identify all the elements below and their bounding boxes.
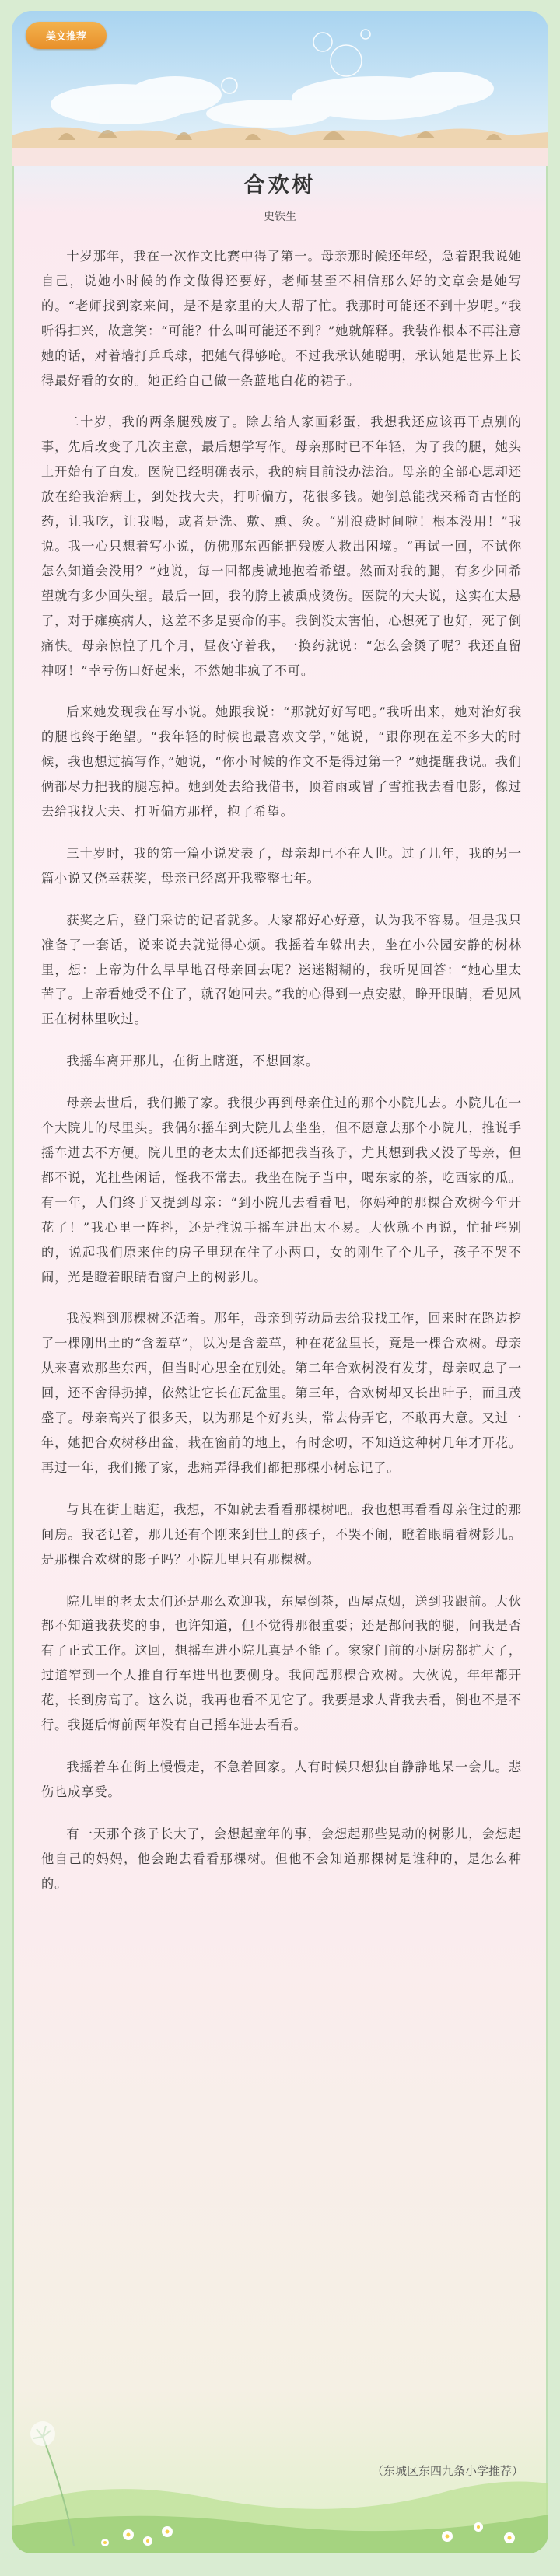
paragraph: 十岁那年，我在一次作文比赛中得了第一。母亲那时候还年轻，急着跟我说她自己，说她小时候的作文做得还要好，老师甚至不相信那么好的文章会是她写的。“老师找到家来问，是不是家里的大人帮了忙。我那时可能还不到十岁呢。”我听得扫兴，故意笑：“可能？什么叫可能还不到？”她就解释。我装作根本不再注意她的话，对着墙打乒乓球，把她气得够呛。不过我承认她聪明，承认她是世界上长得最好看的女的。她正给自己做一条蓝地白花的裙子。: [41, 249, 522, 388]
article-title: 合欢树: [243, 173, 317, 197]
paragraph: 获奖之后，登门采访的记者就多。大家都好心好意，认为我不容易。但是我只准备了一套话，说来说去就觉得心烦。我摇着车躲出去，坐在小公园安静的树林里，想：上帝为什么早早地召母亲回去呢？迷迷糊糊的，我听见回答：“她心里太苦了。上帝看她受不住了，就召她回去。”我的心得到一点安慰，睁开眼睛，看见风正在树林里吹过。: [41, 912, 522, 1027]
paragraph: 院儿里的老太太们还是那么欢迎我，东屋倒茶，西屋点烟，送到我跟前。大伙都不知道我获奖的事，也许知道，但不觉得那很重要；还是都问我的腿，问我是否有了正式工作。这回，想摇车进小院儿真是不能了。家家门前的小厨房都扩大了，过道窄到一个人推自行车进出也要侧身。我问起那棵合欢树。大伙说，年年都开花，长到房高了。这么说，我再也看不见它了。我要是求人背我去看，倒也不是不行。我挺后悔前两年没有自己摇车进去看看。: [41, 1593, 522, 1733]
paragraph: 后来她发现我在写小说。她跟我说：“那就好好写吧。”我听出来，她对治好我的腿也终于绝望。“我年轻的时候也最喜欢文学，”她说，“跟你现在差不多大的时候，我也想过搞写作，”她说，“你小时候的作文不是得过第一？”她提醒我说。我们俩都尽力把我的腿忘掉。她到处去给我借书，顶着雨或冒了雪推我去看电影，像过去给我找大夫、打听偏方那样，抱了希望。: [41, 704, 522, 820]
paragraph: 三十岁时，我的第一篇小说发表了，母亲却已不在人世。过了几年，我的另一篇小说又侥幸获奖，母亲已经离开我整整七年。: [41, 845, 522, 886]
paragraph: 与其在街上瞎逛，我想，不如就去看看那棵树吧。我也想再看看母亲住过的那间房。我老记着，那儿还有个刚来到世上的孩子，不哭不闹，瞪着眼睛看树影儿。是那棵合欢树的影子吗？小院儿里只有那棵树。: [41, 1501, 522, 1567]
article-body: [41, 244, 522, 1913]
paragraph: 二十岁，我的两条腿残废了。除去给人家画彩蛋，我想我还应该再干点别的事，先后改变了几次主意，最后想学写作。母亲那时已不年轻，为了我的腿，她头上开始有了白发。医院已经明确表示，我的病目前没办法治。母亲的全部心思却还放在给我治病上，到处找大夫，打听偏方，花很多钱。她倒总能找来稀奇古怪的药，让我吃，让我喝，或者是洗、敷、熏、灸。“别浪费时间啦！根本没用！”我说。我一心只想着写小说，仿佛那东西能把残废人救出困境。“再试一回，不试你怎么知道会没用？”她说，每一回都虔诚地抱着希望。然而对我的腿，有多少回希望就有多少回失望。最后一回，我的胯上被熏成烫伤。医院的大夫说，这实在太悬了，对于瘫痪病人，这差不多是要命的事。我倒没太害怕，心想死了也好，死了倒痛快。母亲惊惶了几个月，昼夜守着我，一换药就说：“怎么会烫了呢？我还直留神呀！”幸亏伤口好起来，不然她非疯了不可。: [41, 414, 522, 678]
paragraph: 有一天那个孩子长大了，会想起童年的事，会想起那些晃动的树影儿，会想起他自己的妈妈，他会跑去看看那棵树。但他不会知道那棵树是谁种的，是怎么种的。: [41, 1826, 522, 1891]
recommendation-source: （东城区东四九条小学推荐）: [371, 2464, 523, 2478]
paragraph: 我摇着车在街上慢慢走，不急着回家。人有时候只想独自静静地呆一会儿。悲伤也成享受。: [41, 1759, 522, 1799]
article-author: 史铁生: [264, 211, 296, 223]
recommend-tag: 美文推荐: [26, 22, 107, 49]
article-poster: [12, 11, 548, 2553]
paragraph: 我没料到那棵树还活着。那年，母亲到劳动局去给我找工作，回来时在路边挖了一棵刚出土的“含羞草”，以为是含羞草，种在花盆里长，竟是一棵合欢树。母亲从来喜欢那些东西，但当时心思全在别处。第二年合欢树没有发芽，母亲叹息了一回，还不舍得扔掉，依然让它长在瓦盆里。第三年，合欢树却又长出叶子，而且茂盛了。母亲高兴了很多天，以为那是个好兆头，常去侍弄它，不敢再大意。又过一年，她把合欢树移出盆，栽在窗前的地上，有时念叨，不知道这种树几年才开花。再过一年，我们搬了家，悲痛弄得我们都把那棵小树忘记了。: [41, 1311, 522, 1475]
paragraph: 母亲去世后，我们搬了家。我很少再到母亲住过的那个小院儿去。小院儿在一个大院儿的尽里头。我偶尔摇车到大院儿去坐坐，但不愿意去那个小院儿，推说手摇车进去不方便。院儿里的老太太们还都把我当孩子，尤其想到我又没了母亲，但都不说，光扯些闲话，怪我不常去。我坐在院子当中，喝东家的茶，吃西家的瓜。有一年，人们终于又提到母亲：“到小院儿去看看吧，你妈种的那棵合欢树今年开花了！”我心里一阵抖，还是推说手摇车进出太不易。大伙就不再说，忙扯些别的，说起我们原来住的房子里现在住了小两口，女的刚生了个儿子，孩子不哭不闹，光是瞪着眼睛看窗户上的树影儿。: [41, 1096, 522, 1285]
paragraph: 我摇车离开那儿，在街上瞎逛，不想回家。: [66, 1054, 320, 1069]
